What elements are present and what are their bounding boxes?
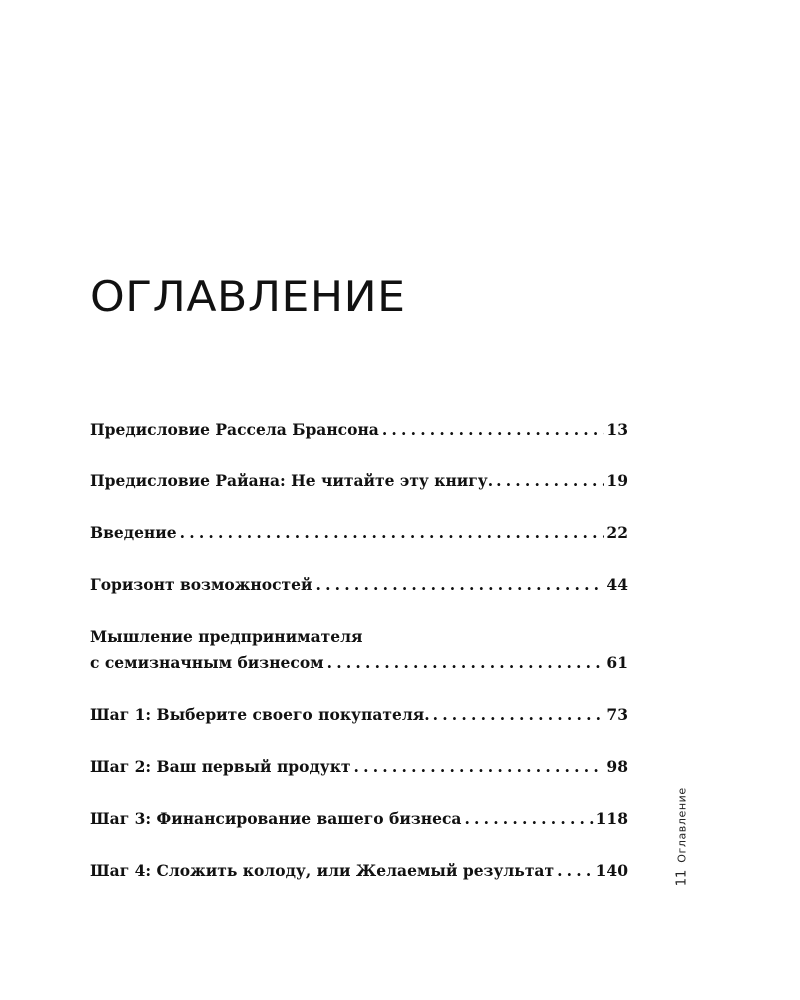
toc-page-number: 61 (606, 653, 628, 672)
toc-entry-title: Шаг 1: Выберите своего покупателя. (90, 705, 430, 724)
dot-leader (316, 575, 605, 595)
toc-page-number: 19 (606, 471, 628, 490)
toc-page-number: 22 (606, 523, 628, 542)
toc-entry-title-line-1: Мышление предпринимателя (90, 627, 363, 646)
toc-line (90, 757, 628, 777)
toc-entry-title: Введение (90, 523, 177, 542)
toc-entry-title: Шаг 4: Сложить колоду, или Желаемый результат (90, 861, 555, 880)
dot-leader (180, 523, 605, 543)
page-number (672, 868, 692, 888)
toc-page-number: 13 (606, 420, 628, 439)
toc-entry-step-2[interactable] (90, 757, 628, 777)
toc-line (90, 861, 628, 881)
toc-entry-title: Предисловие Рассела Брансона (90, 420, 379, 439)
page-number-text: 11 (674, 869, 690, 887)
toc-page-number: 140 (595, 861, 628, 880)
toc-entry-step-1[interactable] (90, 705, 628, 725)
toc-entry-mindset[interactable] (90, 627, 628, 673)
toc-line (90, 809, 628, 829)
toc-line (90, 523, 628, 543)
toc-entry-introduction[interactable] (90, 523, 628, 543)
toc-entry-title: Предисловие Райана: Не читайте эту книгу. (90, 471, 494, 490)
toc-entry-title: Шаг 3: Финансирование вашего бизнеса (90, 809, 462, 828)
toc-line (90, 705, 628, 725)
dot-leader (464, 809, 593, 829)
toc-entry-title: Горизонт возможностей (90, 575, 313, 594)
running-header-text: Оглавление (675, 787, 689, 863)
running-header (672, 787, 692, 863)
toc-entry-horizon[interactable] (90, 575, 628, 595)
toc-line (90, 471, 628, 491)
toc-entry-title-line-2: с семизначным бизнесом (90, 653, 324, 672)
toc-line (90, 575, 628, 595)
dot-leader (557, 861, 594, 881)
toc-entry-foreword-brunson[interactable] (90, 420, 628, 440)
toc-line (90, 627, 628, 647)
page-title: ОГЛАВЛЕНИЕ (90, 272, 406, 321)
dot-leader (354, 757, 605, 777)
toc-page-number: 44 (606, 575, 628, 594)
dot-leader (382, 420, 605, 440)
dot-leader (496, 471, 604, 491)
toc-page-number: 73 (606, 705, 628, 724)
dot-leader (327, 653, 605, 673)
toc-entry-step-3[interactable] (90, 809, 628, 829)
toc-entry-foreword-ryan[interactable] (90, 471, 628, 491)
toc-page-number: 118 (595, 809, 628, 828)
toc-line (90, 420, 628, 440)
toc-line (90, 653, 628, 673)
toc-page-number: 98 (606, 757, 628, 776)
toc-entry-title: Шаг 2: Ваш первый продукт (90, 757, 351, 776)
dot-leader (433, 705, 605, 725)
toc-entry-step-4[interactable] (90, 861, 628, 881)
